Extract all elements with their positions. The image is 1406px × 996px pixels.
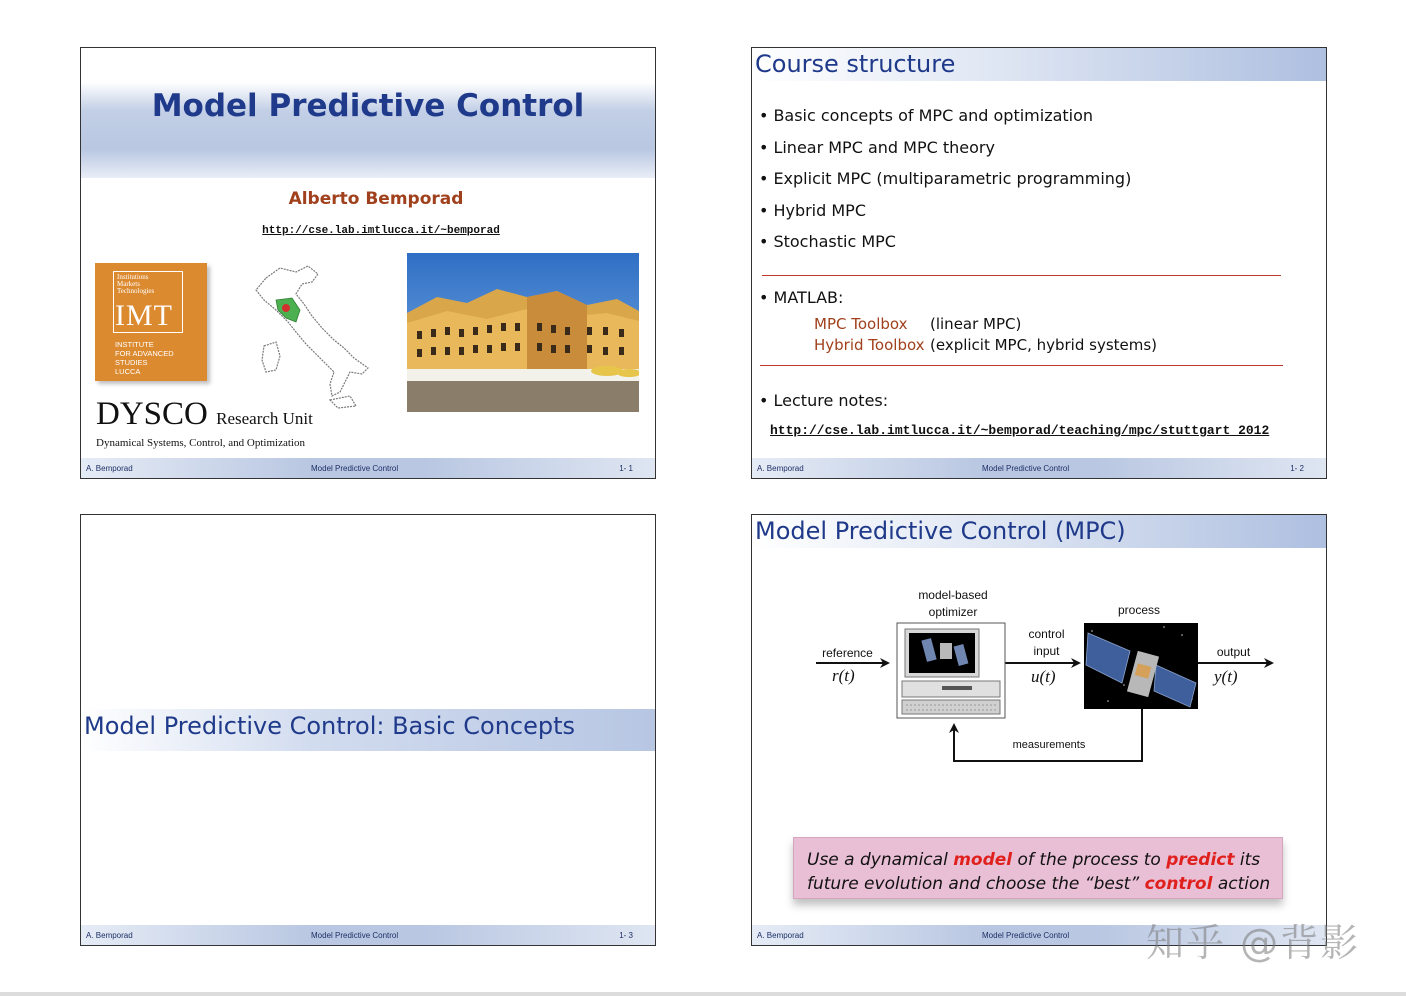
footer-course: Model Predictive Control (311, 931, 399, 940)
logo-institute-text: INSTITUTE FOR ADVANCED STUDIES LUCCA (115, 340, 174, 376)
slide-title: Course structure (755, 50, 956, 78)
slide-footer (752, 458, 1326, 478)
slide-3 (80, 514, 656, 946)
lecture-notes-link[interactable]: http://cse.lab.imtlucca.it/~bemporad/teaching/mpc/stuttgart_2012 (770, 423, 1270, 438)
tool-row (814, 315, 1021, 333)
lucca-square-photo (407, 253, 639, 412)
dysco-subtitle: Dynamical Systems, Control, and Optimization (96, 437, 305, 449)
output-label: output (1216, 645, 1251, 659)
control-input-label: control input (1028, 627, 1065, 658)
measurements-label: measurements (1012, 739, 1086, 751)
divider (762, 275, 1281, 276)
slide-footer (81, 458, 655, 478)
slide-title: Model Predictive Control (MPC) (755, 517, 1126, 545)
list-item: • Explicit MPC (multiparametric programming) (759, 169, 1131, 201)
page-bottom-edge (0, 992, 1406, 996)
footer-author: A. Bemporad (757, 931, 804, 940)
slide-1 (80, 47, 656, 479)
tool-name: MPC Toolbox (814, 315, 908, 333)
callout-text: Use a dynamical model of the process to predict its future evolution and choose the “best” control action (807, 850, 1271, 894)
author-name: Alberto Bemporad (288, 189, 464, 209)
computer-icon (897, 623, 1005, 718)
footer-author: A. Bemporad (86, 931, 133, 940)
footer-author: A. Bemporad (757, 464, 804, 473)
logo-imt-text: IMT (115, 299, 173, 332)
footer-page-number: 1- 1 (619, 464, 633, 473)
slide-2 (751, 47, 1327, 479)
footer-page-number: 1- 2 (1290, 464, 1304, 473)
list-item: • Linear MPC and MPC theory (759, 138, 1131, 170)
divider (760, 365, 1283, 366)
optimizer-label: model-based optimizer (918, 588, 988, 619)
reference-math: r(t) (832, 666, 855, 685)
satellite-icon (1084, 623, 1198, 709)
tool-desc: (linear MPC) (930, 315, 1022, 333)
matlab-heading: • MATLAB: (759, 288, 844, 307)
footer-course: Model Predictive Control (982, 464, 1070, 473)
zhihu-watermark: 知乎 @背影 (1146, 921, 1361, 965)
reference-label: reference (822, 646, 873, 660)
imt-logo (95, 263, 207, 381)
tool-name: Hybrid Toolbox (814, 336, 925, 354)
list-item: • Basic concepts of MPC and optimization (759, 106, 1131, 138)
slide-title: Model Predictive Control (151, 88, 585, 124)
slide-footer (81, 925, 655, 945)
homepage-link[interactable]: http://cse.lab.imtlucca.it/~bemporad (262, 225, 500, 237)
dysco-logo: DYSCO Research Unit (96, 396, 313, 432)
logo-small-text: Institutions Markets Technologies (117, 273, 155, 295)
tool-row (814, 336, 1157, 354)
footer-page-number: 1- 3 (619, 931, 633, 940)
italy-map-image (246, 260, 376, 410)
section-title: Model Predictive Control: Basic Concepts (84, 712, 576, 740)
mpc-definition-callout (793, 837, 1283, 899)
footer-author: A. Bemporad (86, 464, 133, 473)
slide-4 (751, 514, 1327, 946)
lecture-notes-heading: • Lecture notes: (759, 391, 889, 410)
output-math: y(t) (1214, 667, 1238, 686)
topic-list (759, 106, 1131, 264)
tool-desc: (explicit MPC, hybrid systems) (930, 336, 1158, 354)
list-item: • Stochastic MPC (759, 232, 1131, 264)
process-label: process (1117, 603, 1161, 617)
footer-course: Model Predictive Control (311, 464, 399, 473)
footer-course: Model Predictive Control (982, 931, 1070, 940)
control-math: u(t) (1031, 667, 1056, 686)
list-item: • Hybrid MPC (759, 201, 1131, 233)
